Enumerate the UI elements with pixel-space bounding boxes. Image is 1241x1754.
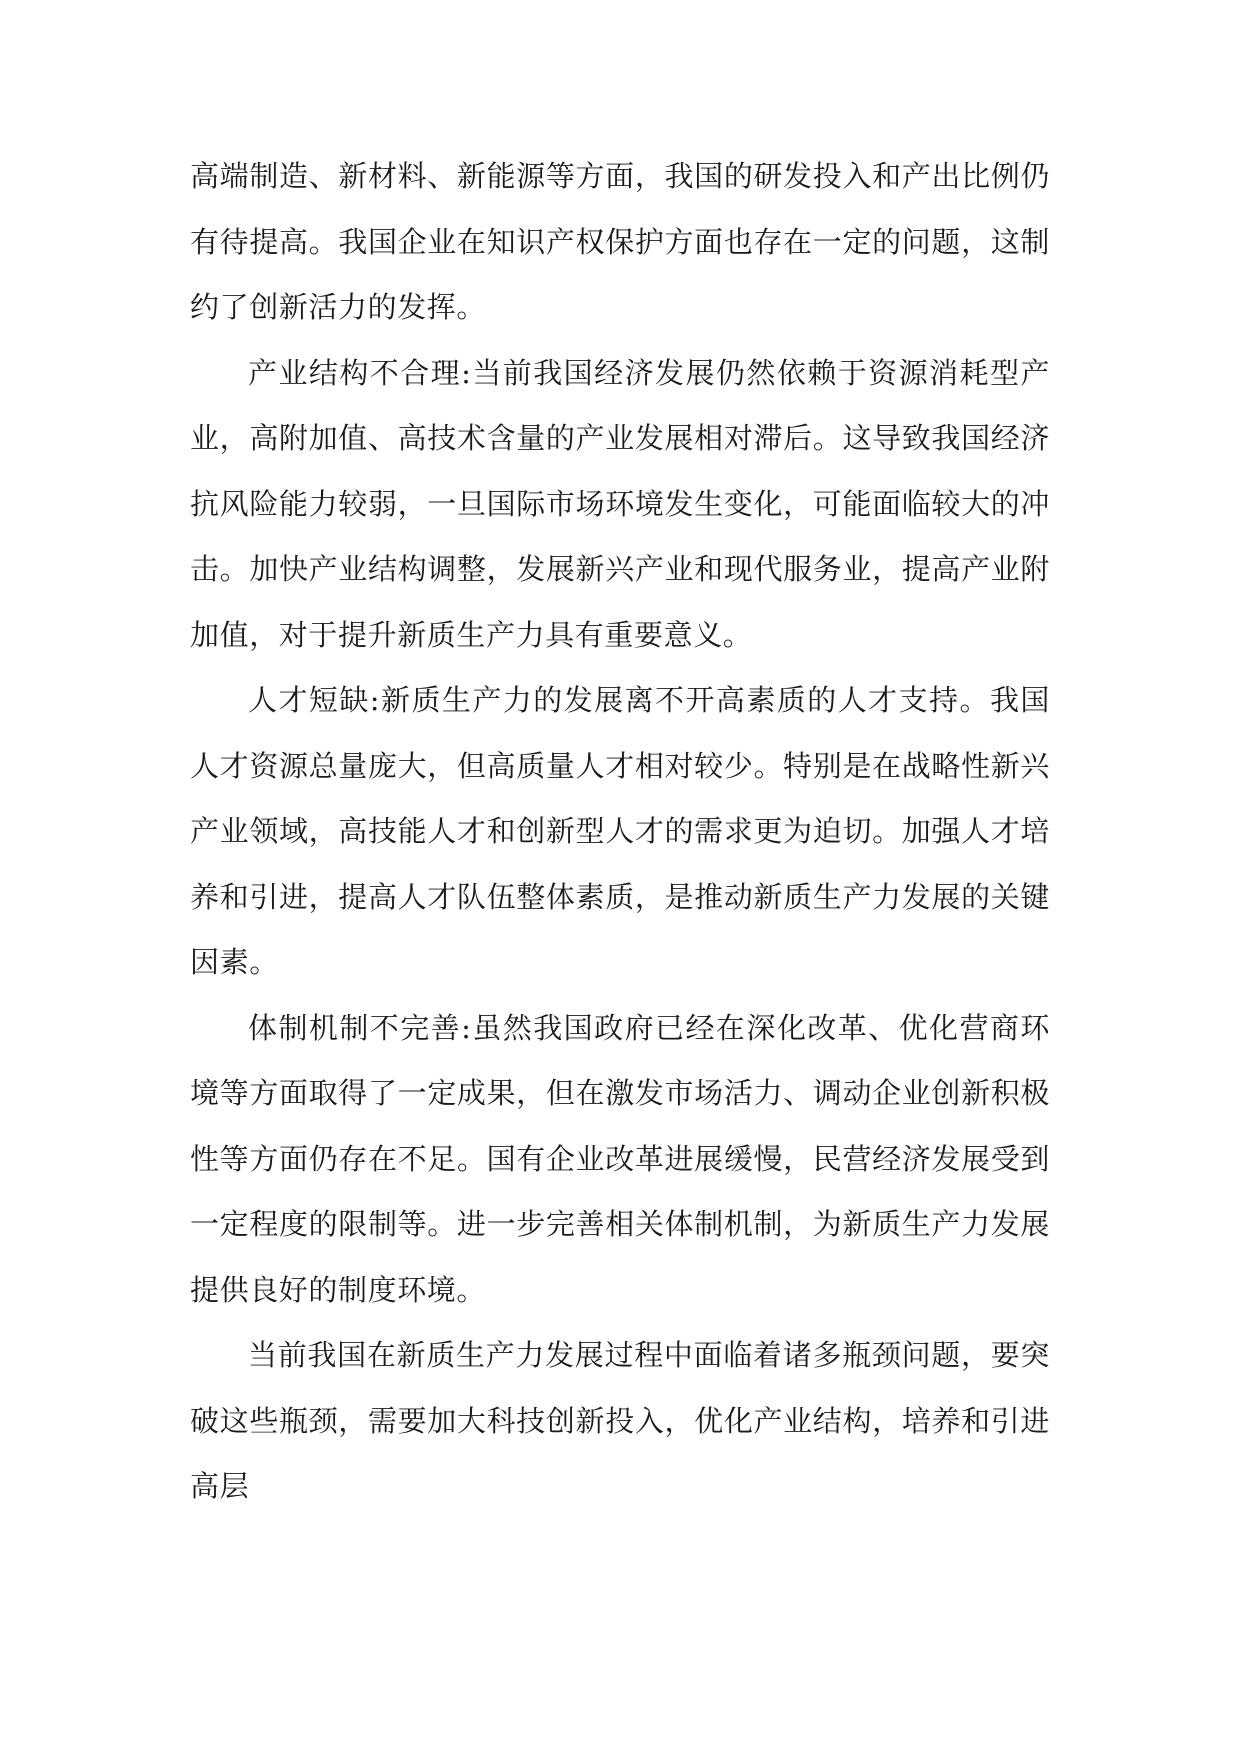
body-text — [190, 144, 1050, 1520]
paragraph-industrial-structure — [190, 341, 1050, 669]
paragraph-text: 当前我国经济发展仍然依赖于资源消耗型产业，高附加值、高技术含量的产业发展相对滞后。这导致我国经济抗风险能力较弱，一旦国际市场环境发生变化，可能面临较大的冲击。加快产业结构调整，发展新兴产业和现代服务业，提高产业附加值，对于提升新质生产力具有重要意义。 — [190, 355, 1050, 652]
paragraph-lead: 产业结构不合理: — [248, 355, 472, 390]
paragraph-institutional-mechanism — [190, 996, 1050, 1324]
paragraph-text: 高端制造、新材料、新能源等方面，我国的研发投入和产出比例仍有待提高。我国企业在知识产权保护方面也存在一定的问题，这制约了创新活力的发挥。 — [190, 159, 1050, 324]
paragraph-text: 当前我国在新质生产力发展过程中面临着诸多瓶颈问题，要突破这些瓶颈，需要加大科技创新投入，优化产业结构，培养和引进高层 — [190, 1338, 1050, 1503]
paragraph-text: 虽然我国政府已经在深化改革、优化营商环境等方面取得了一定成果，但在激发市场活力、调动企业创新积极性等方面仍存在不足。国有企业改革进展缓慢，民营经济发展受到一定程度的限制等。进一步完善相关体制机制，为新质生产力发展提供良好的制度环境。 — [190, 1010, 1050, 1307]
paragraph-conclusion — [190, 1323, 1050, 1520]
paragraph-text: 新质生产力的发展离不开高素质的人才支持。我国人才资源总量庞大，但高质量人才相对较少。特别是在战略性新兴产业领域，高技能人才和创新型人才的需求更为迫切。加强人才培养和引进，提高人才队伍整体素质，是推动新质生产力发展的关键因素。 — [190, 683, 1051, 979]
paragraph-continuation — [190, 144, 1050, 341]
paragraph-lead: 体制机制不完善: — [248, 1010, 472, 1045]
paragraph-lead: 人才短缺: — [248, 683, 381, 717]
paragraph-talent-shortage — [190, 668, 1050, 996]
